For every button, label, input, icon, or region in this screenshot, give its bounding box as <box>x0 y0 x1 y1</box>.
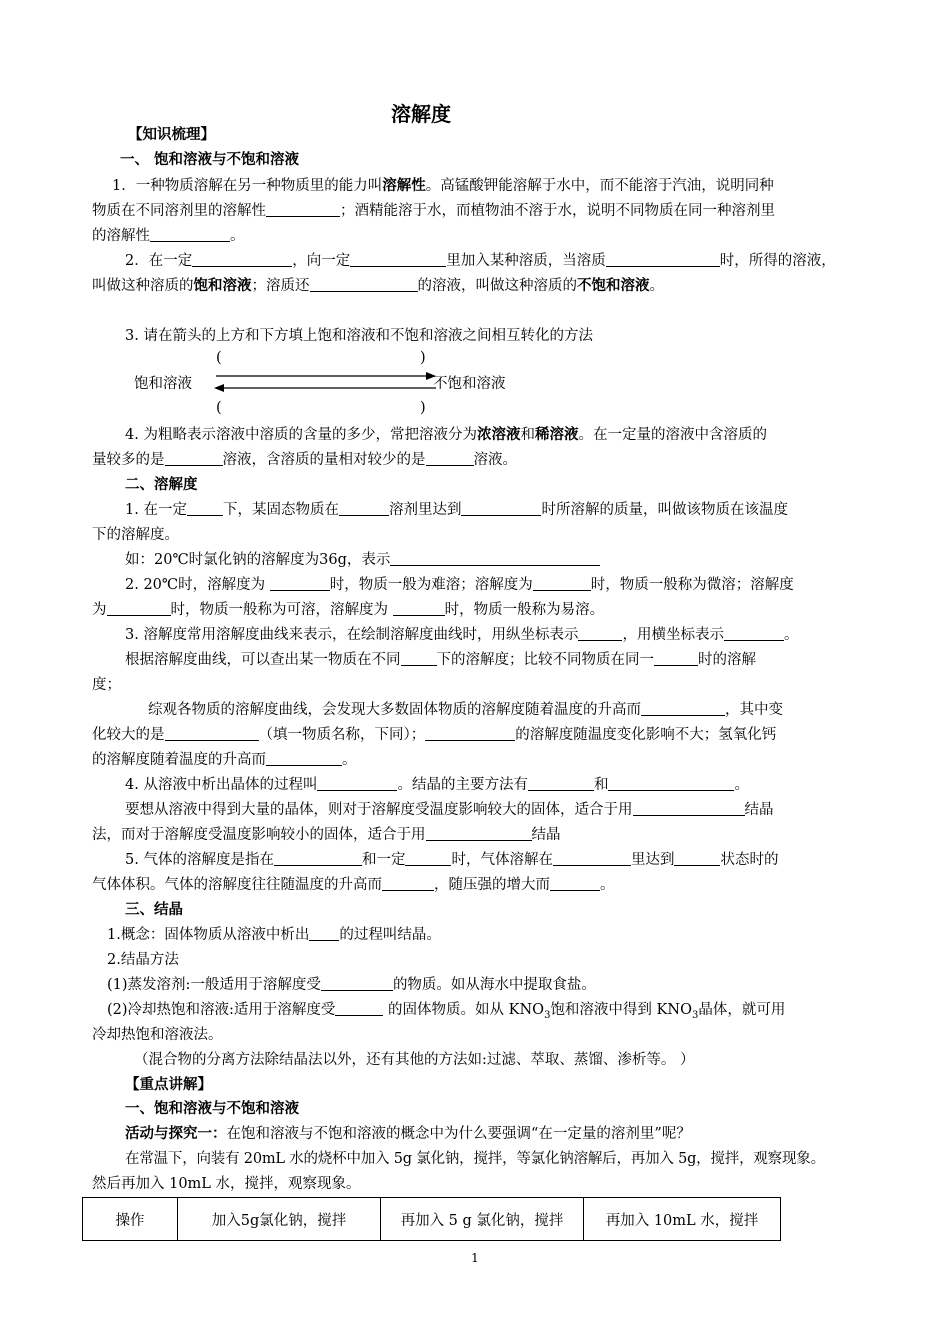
text: 和 <box>520 427 535 443</box>
text: 物质在不同溶剂里的溶解性 <box>92 203 266 219</box>
text: 1．一种物质溶解在另一种物质里的能力叫 <box>112 178 383 194</box>
section-1-header: 一、 饱和溶液与不饱和溶液 <box>120 151 300 168</box>
subscript: 3 <box>544 1009 551 1021</box>
text: 的溶解度随温度变化影响不大；氢氧化钙 <box>515 727 777 743</box>
text: ，随压强的增大而 <box>434 877 550 893</box>
q3-line1 <box>125 625 798 645</box>
knowledge-header: 【知识梳理】 <box>128 126 215 143</box>
subscript: 3 <box>691 1009 699 1021</box>
blank <box>550 876 600 891</box>
paren-close-bottom: ) <box>420 400 426 416</box>
paren-open-top: ( <box>216 350 222 366</box>
text: 时所溶解的质量，叫做该物质在该温度 <box>541 502 788 518</box>
blank <box>309 926 339 941</box>
text: (1)蒸发溶剂:一般适用于溶解度受 <box>107 977 321 993</box>
table-cell: 再加入 10mL 水，搅拌 <box>584 1198 781 1241</box>
table-cell: 加入5g氯化钠，搅拌 <box>178 1198 381 1241</box>
section-3-header: 三、结晶 <box>125 901 183 918</box>
text: 晶体，就可用 <box>698 1002 786 1018</box>
bold-term: 不饱和溶液 <box>577 277 650 294</box>
blank <box>192 252 292 267</box>
text: 结晶 <box>531 827 561 843</box>
text: 和 <box>593 777 609 793</box>
text: 4. 为粗略表示溶液中溶质的含量的多少，常把溶液分为 <box>125 427 477 443</box>
c2-line: 2.结晶方法 <box>107 952 179 968</box>
blank <box>350 252 446 267</box>
text: 1. 在一定 <box>125 502 187 518</box>
text: 为 <box>92 602 107 618</box>
text: 量较多的是 <box>92 452 165 468</box>
blank <box>165 726 259 741</box>
text: 的过程叫结晶。 <box>339 927 441 943</box>
text: 时，物质一般称为易溶。 <box>444 602 605 618</box>
text: 1.概念：固体物质从溶液中析出 <box>107 927 310 943</box>
c3-line <box>107 975 596 995</box>
blank <box>266 751 342 766</box>
text: 的溶解性 <box>92 228 150 244</box>
q3-line4 <box>148 700 783 720</box>
arrow-right-head <box>426 372 436 380</box>
text: 时的溶解 <box>698 652 756 668</box>
text: 状态时的 <box>720 852 779 868</box>
text: 里加入某种溶质，当溶质 <box>446 253 606 269</box>
blank <box>339 501 389 516</box>
text: 溶剂里达到 <box>388 502 462 518</box>
text: 根据溶解度曲线，可以查出某一物质在不同 <box>125 652 401 668</box>
blank <box>425 726 515 741</box>
experiment-line2: 然后再加入 10mL 水，搅拌，观察现象。 <box>92 1176 361 1192</box>
text: ，向一定 <box>292 253 351 269</box>
text: 下，某固态物质在 <box>222 502 339 518</box>
blank <box>606 252 720 267</box>
blank <box>553 851 631 866</box>
p1-line2 <box>92 201 775 221</box>
bold-term: 活动与探究一： <box>125 1125 227 1142</box>
bold-term: 浓溶液 <box>476 426 521 443</box>
blank <box>641 701 725 716</box>
p1-line3 <box>92 226 245 246</box>
text: 4. 从溶液中析出晶体的过程叫 <box>125 777 318 793</box>
q1-line2: 下的溶解度。 <box>92 527 179 543</box>
operation-table <box>82 1197 781 1241</box>
c4-line2: 冷却热饱和溶液法。 <box>92 1027 223 1043</box>
q3-line5 <box>92 725 776 745</box>
text: 里达到 <box>630 852 675 868</box>
p4-line1 <box>125 425 767 445</box>
text: 。 <box>342 752 357 768</box>
text: 的溶解度随着温度的升高而 <box>92 752 266 768</box>
bold-term: 稀溶液 <box>534 426 579 443</box>
p4-line2 <box>92 450 517 470</box>
blank <box>274 851 362 866</box>
blank <box>321 976 393 991</box>
text: 。 <box>600 877 615 893</box>
bold-term: 饱和溶液 <box>193 277 252 294</box>
q3-line3: 度； <box>92 677 121 693</box>
text: ；酒精能溶于水，而植物油不溶于水，说明不同物质在同一种溶剂里 <box>340 203 775 219</box>
q2-line2 <box>92 600 604 620</box>
text: 气体体积。气体的溶解度往往随温度的升高而 <box>92 877 382 893</box>
q5-line1 <box>125 850 778 870</box>
diagram-right-label: 不饱和溶液 <box>433 376 506 392</box>
paren-open-bottom: ( <box>216 400 222 416</box>
p2-line1 <box>125 251 836 271</box>
text: ，用横坐标表示 <box>622 627 724 643</box>
c1-line <box>107 925 441 945</box>
table-row <box>83 1198 781 1241</box>
text: （填一物质名称，下同）； <box>258 727 426 743</box>
page-number: 1 <box>471 1251 479 1265</box>
q4-line1 <box>125 775 749 795</box>
blank <box>578 626 622 641</box>
blank <box>266 202 340 217</box>
text: 。高锰酸钾能溶解于水中，而不能溶于汽油，说明同种 <box>425 178 774 194</box>
text: 下的溶解度；比较不同物质在同一 <box>436 652 654 668</box>
blank <box>426 451 474 466</box>
text: 综观各物质的溶解度曲线，会发现大多数固体物质的溶解度随着温度的升高而 <box>148 702 641 718</box>
text: 。 <box>649 278 664 294</box>
blank <box>533 576 591 591</box>
table-cell: 再加入 5 g 氯化钠，搅拌 <box>381 1198 584 1241</box>
q1-example <box>125 550 600 570</box>
text: 2．在一定 <box>125 253 193 269</box>
blank <box>335 1001 383 1016</box>
blank <box>150 227 230 242</box>
text: 饱和溶液中得到 KNO <box>550 1002 692 1018</box>
text: ；溶质还 <box>251 278 310 294</box>
key-header: 【重点讲解】 <box>125 1076 212 1093</box>
text: 3. 溶解度常用溶解度曲线来表示，在绘制溶解度曲线时，用纵坐标表示 <box>125 627 579 643</box>
text: 。 <box>783 627 799 643</box>
blank <box>401 651 437 666</box>
text: 时，所得的溶液， <box>719 253 836 269</box>
paren-close-top: ) <box>420 350 426 366</box>
blank <box>608 776 734 791</box>
blank <box>165 451 223 466</box>
q4-line3 <box>92 825 561 845</box>
arrow-left-head <box>214 384 224 392</box>
text: 时，物质一般称为可溶，溶解度为 <box>170 602 393 618</box>
blank <box>461 501 541 516</box>
text: 时，物质一般称为微溶；溶解度 <box>590 577 794 593</box>
q2-line1 <box>125 575 794 595</box>
q3-line6 <box>92 750 357 770</box>
text: 5. 气体的溶解度是指在 <box>125 852 274 868</box>
text: 如：20℃时氯化钠的溶解度为36g，表示 <box>125 552 391 568</box>
blank <box>393 601 445 616</box>
blank <box>382 876 434 891</box>
q3-line2 <box>125 650 756 670</box>
text: 溶液，含溶质的量相对较少的是 <box>222 452 426 468</box>
text: 的固体物质。如从 KNO <box>383 1002 545 1018</box>
q5-line2 <box>92 875 615 895</box>
conversion-arrows <box>210 368 440 394</box>
text: 叫做这种溶质的 <box>92 278 194 294</box>
q1-line1 <box>125 500 788 520</box>
text: 时，气体溶解在 <box>451 852 553 868</box>
blank <box>528 776 594 791</box>
p1-line1 <box>112 176 774 196</box>
page-title: 溶解度 <box>391 102 451 126</box>
text: 。在一定量的溶液中含溶质的 <box>578 427 767 443</box>
blank <box>633 801 745 816</box>
c4-line1 <box>107 1000 785 1026</box>
blank <box>270 576 330 591</box>
text: 化较大的是 <box>92 727 165 743</box>
text: 和一定 <box>361 852 406 868</box>
activity-line <box>125 1124 691 1144</box>
key-section-1-header: 一、饱和溶液与不饱和溶液 <box>125 1100 299 1117</box>
blank <box>426 826 532 841</box>
p2-line2 <box>92 276 664 296</box>
text: 2. 20℃时，溶解度为 <box>125 577 270 593</box>
blank <box>674 851 720 866</box>
blank <box>724 626 784 641</box>
text: 在饱和溶液与不饱和溶液的概念中为什么要强调“在一定量的溶剂里”呢？ <box>226 1126 691 1142</box>
section-2-header: 二、溶解度 <box>125 476 198 493</box>
diagram-left-label: 饱和溶液 <box>134 376 192 392</box>
bold-term: 溶解性 <box>382 177 426 194</box>
text: 结晶 <box>744 802 774 818</box>
text: 时，物质一般为难溶；溶解度为 <box>329 577 533 593</box>
text: 。 <box>230 228 245 244</box>
blank <box>187 501 223 516</box>
text: 溶液。 <box>473 452 517 468</box>
text: 要想从溶液中得到大量的晶体，则对于溶解度受温度影响较大的固体，适合于用 <box>125 802 633 818</box>
text: 的溶液，叫做这种溶质的 <box>417 278 577 294</box>
experiment-line1: 在常温下，向装有 20mL 水的烧杯中加入 5g 氯化钠，搅拌，等氯化钠溶解后，再加入 5g，搅拌，观察现象。 <box>125 1151 825 1167</box>
text: ，其中变 <box>725 702 783 718</box>
blank <box>654 651 698 666</box>
q4-line2 <box>125 800 774 820</box>
text: 的物质。如从海水中提取食盐。 <box>392 977 596 993</box>
blank <box>310 277 418 292</box>
blank <box>317 776 397 791</box>
blank <box>107 601 171 616</box>
table-cell: 操作 <box>83 1198 178 1241</box>
p3-line: 3. 请在箭头的上方和下方填上饱和溶液和不饱和溶液之间相互转化的方法 <box>125 328 593 344</box>
text: 。结晶的主要方法有 <box>397 777 528 793</box>
blank <box>405 851 451 866</box>
text: 。 <box>734 777 749 793</box>
text: 法，而对于溶解度受温度影响较小的固体，适合于用 <box>92 827 426 843</box>
blank <box>390 551 600 566</box>
text: (2)冷却热饱和溶液:适用于溶解度受 <box>107 1002 336 1018</box>
c5-line: （混合物的分离方法除结晶法以外，还有其他的方法如:过滤、萃取、蒸馏、渗析等。 ） <box>134 1052 695 1068</box>
